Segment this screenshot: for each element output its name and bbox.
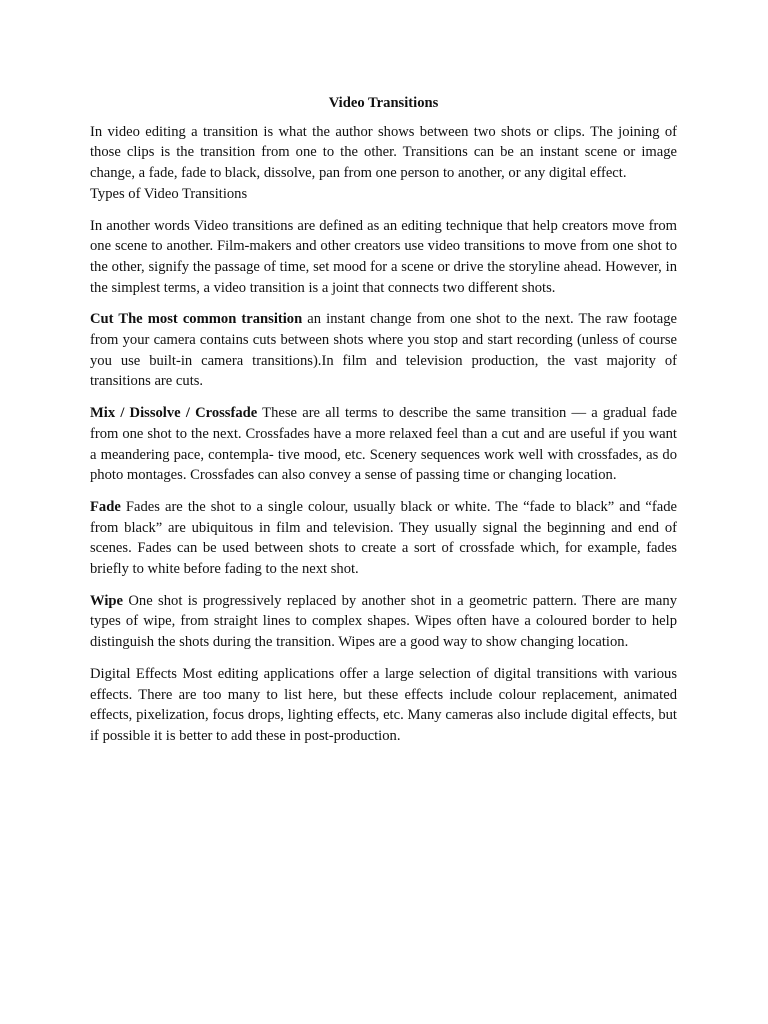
digital-effects-paragraph: Digital Effects Most editing applications offer a large selection of digital transitions with various effects. There are too many to list here, but these effects include colour replacement, animated effects, pixelization, focus drops, lighting effects, etc. Many cameras also include digital effects, but if possible it is better to add these in post-production. (90, 665, 677, 744)
definition-paragraph: In another words Video transitions are defined as an editing technique that help creators move from one scene to another. Film-makers and other creators use video transitions to move from one shot to the other, signify the passage of time, set mood for a scene or drive the storyline ahead. However, in the simplest terms, a video transition is a joint that connects two different shots. (90, 217, 677, 296)
section-cut (90, 309, 677, 392)
document-title: Video Transitions (328, 95, 439, 111)
section-body: Fades are the shot to a single colour, usually black or white. The “fade to black” and “fade from black” are ubiquitous in film and television. They usually signal the beginning and end of scenes. Fades can be used between shots to create a sort of crossfade which, for example, fades briefly to white before fading to the next shot. (90, 498, 677, 578)
section-heading: Wipe (90, 592, 123, 609)
section-mix-dissolve-crossfade (90, 403, 677, 486)
section-body: These are all terms to describe the same transition — a gradual fade from one shot to the next. Crossfades have a more relaxed feel than a cut and are useful if you want a meandering pace, contempla- tive mood, etc. Scenery sequences work well with crossfades, as do photo montages. Crossfades can also convey a sense of passing time or changing location. (90, 405, 677, 484)
section-heading: Cut The most common transition (90, 311, 303, 328)
section-body: an instant change from one shot to the next. The raw footage from your camera contains cuts between shots where you stop and start recording (unless of course you use built-in camera transitions).In film and television production, the vast majority of transitions are cuts. (90, 311, 677, 390)
document-page (90, 93, 677, 758)
intro-text: In video editing a transition is what the author shows between two shots or clips. The joining of those clips is the transition from one to the other. Transitions can be an instant scene or image change, a fade, fade to black, dissolve, pan from one person to another, or any digital effect. (90, 123, 677, 182)
intro-paragraph (90, 122, 677, 205)
intro-subheading: Types of Video Transitions (90, 185, 248, 202)
section-heading: Fade (90, 498, 121, 515)
section-heading: Mix / Dissolve / Crossfade (90, 405, 258, 422)
section-wipe (90, 591, 677, 653)
section-body: One shot is progressively replaced by another shot in a geometric pattern. There are many types of wipe, from straight lines to complex shapes. Wipes often have a coloured border to help distinguish the shots during the transition. Wipes are a good way to show changing location. (90, 592, 677, 651)
section-fade (90, 497, 677, 580)
